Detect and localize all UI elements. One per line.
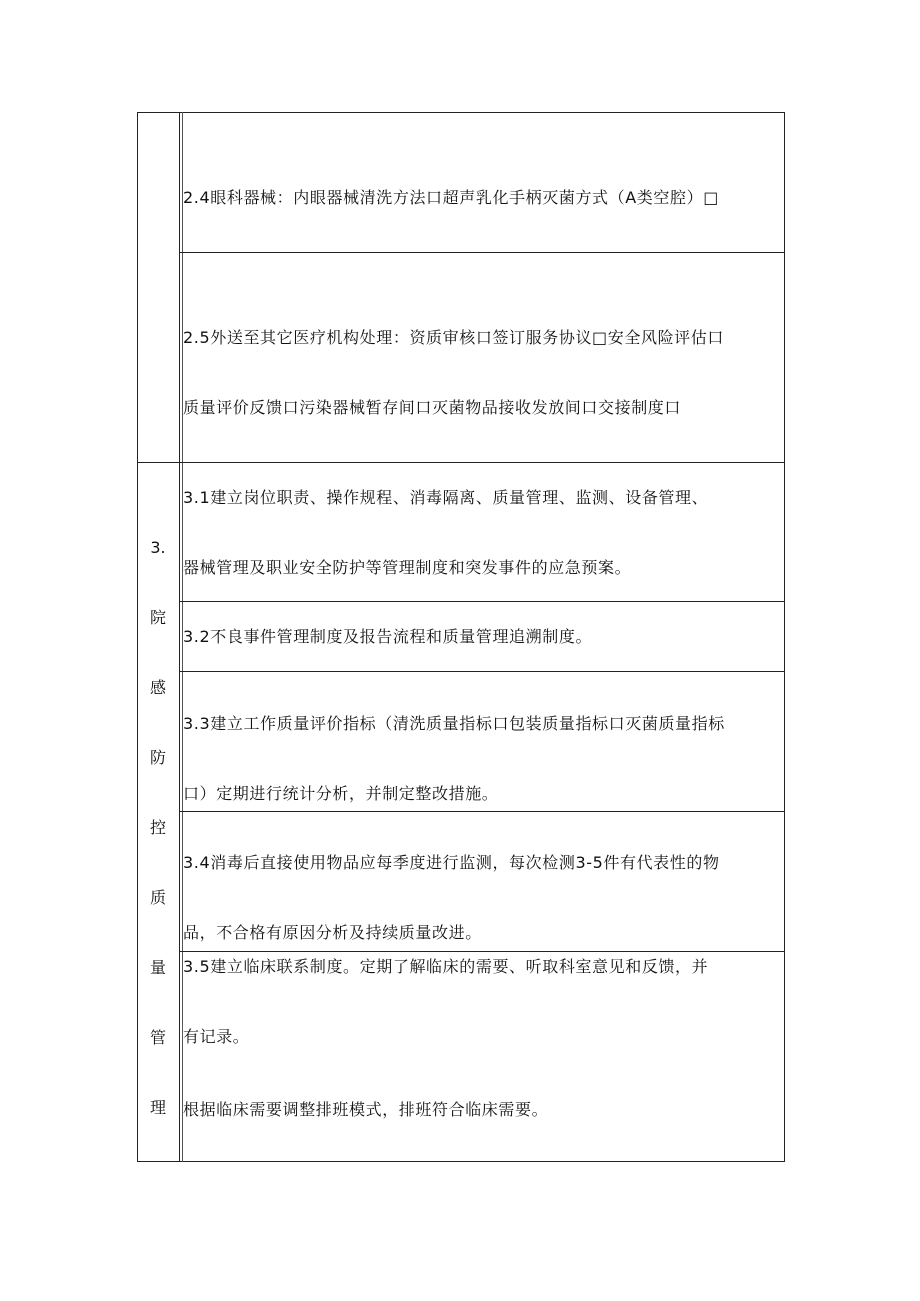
item-2-5-line1: 2.5外送至其它医疗机构处理：资质审核口签订服务协议□安全风险评估口 (183, 328, 724, 347)
section-3-char: 质 (149, 888, 166, 907)
section-3-char: 理 (149, 1098, 166, 1117)
item-3-4-line2: 品，不合格有原因分析及持续质量改进。 (183, 923, 482, 942)
section-divider (137, 462, 785, 463)
item-2-5-line2: 质量评价反馈口污染器械暂存间口灭菌物品接收发放间口交接制度口 (183, 398, 682, 417)
item-3-1-line2: 器械管理及职业安全防护等管理制度和突发事件的应急预案。 (183, 558, 632, 577)
section-3-char: 院 (149, 608, 166, 627)
item-3-5-line1: 3.5建立临床联系制度。定期了解临床的需要、听取科室意见和反馈，并 (183, 957, 709, 976)
section-3-char: 管 (149, 1028, 166, 1047)
section-3-char: 控 (149, 818, 166, 837)
section-3-number: 3. (150, 538, 166, 557)
row-divider (180, 252, 785, 253)
item-3-5-line2: 有记录。 (183, 1027, 250, 1046)
item-3-3-line1: 3.3建立工作质量评价指标（清洗质量指标口包装质量指标口灭菌质量指标 (183, 714, 725, 733)
row-divider (180, 601, 785, 602)
section-3-char: 防 (149, 748, 166, 767)
section-3-char: 感 (149, 678, 166, 697)
item-3-1-line1: 3.1建立岗位职责、操作规程、消毒隔离、质量管理、监测、设备管理、 (183, 488, 709, 507)
item-3-3-line2: 口）定期进行统计分析，并制定整改措施。 (183, 784, 499, 803)
item-3-2: 3.2不良事件管理制度及报告流程和质量管理追溯制度。 (183, 627, 593, 646)
column-divider (179, 112, 180, 1162)
row-divider (180, 671, 785, 672)
row-divider (180, 811, 785, 812)
section-3-char: 量 (149, 958, 166, 977)
item-3-4-line1: 3.4消毒后直接使用物品应每季度进行监测，每次检测3-5件有代表性的物 (183, 853, 720, 872)
item-2-4: 2.4眼科器械：内眼器械清洗方法口超声乳化手柄灭菌方式（A类空腔）□ (183, 188, 719, 207)
row-divider (180, 951, 785, 952)
item-3-5-line3: 根据临床需要调整排班模式，排班符合临床需要。 (183, 1100, 549, 1119)
